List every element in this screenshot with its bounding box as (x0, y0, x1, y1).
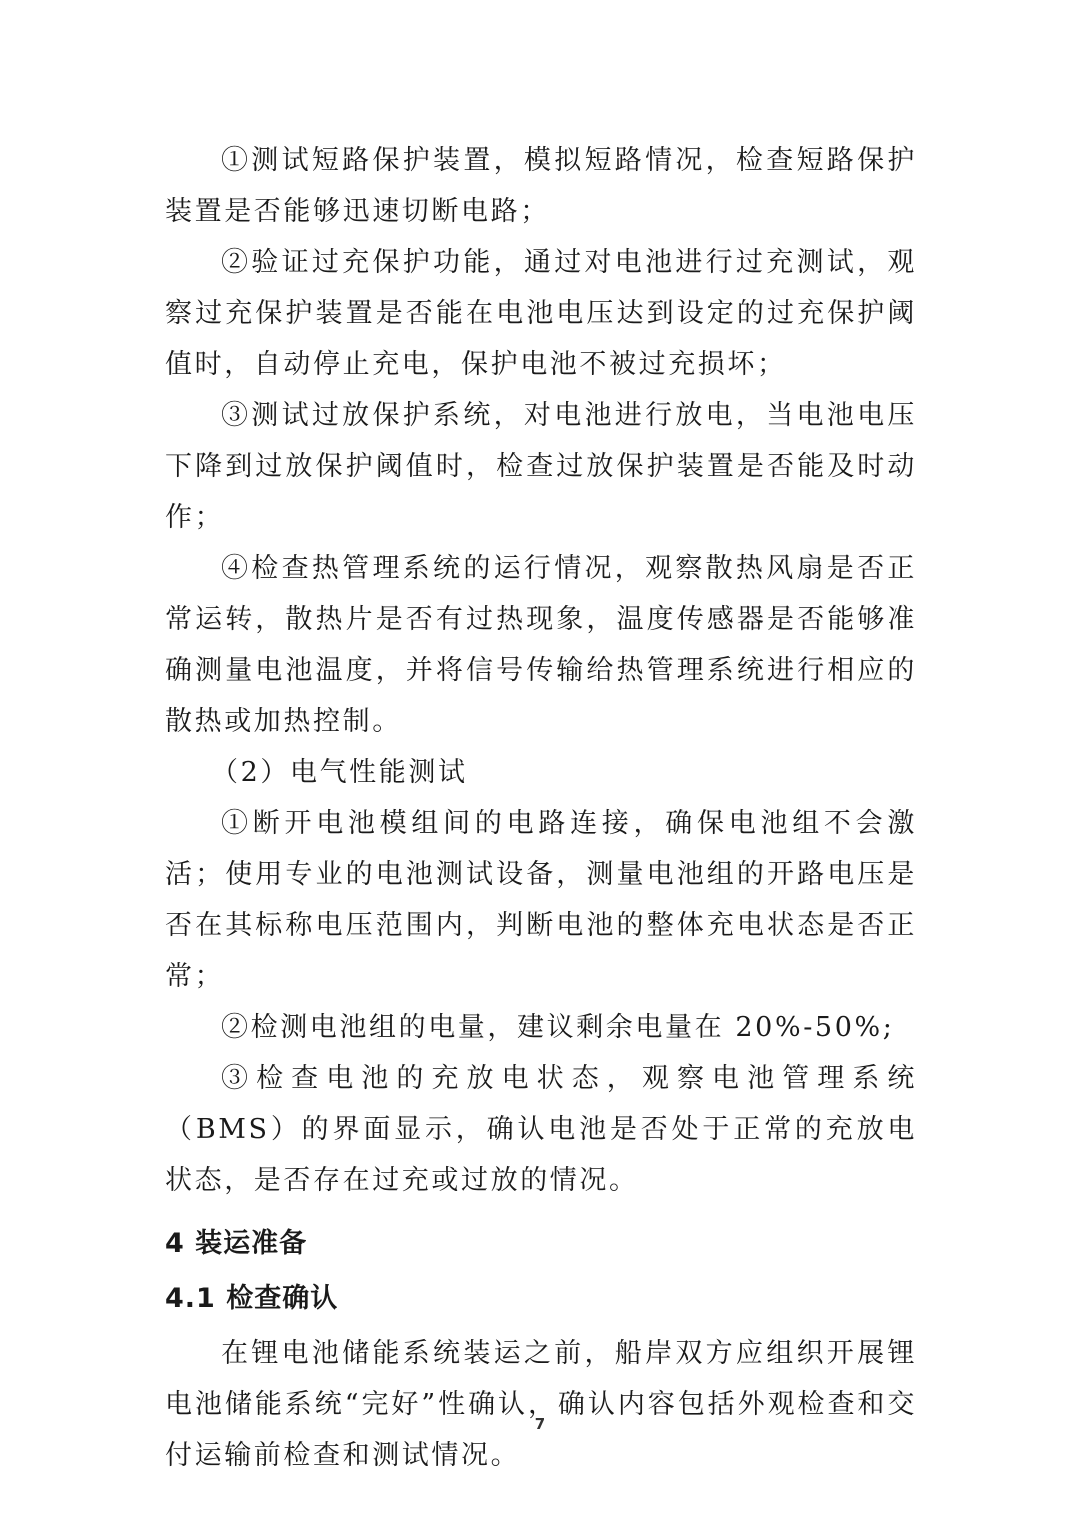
section-heading: 4 装运准备 (165, 1228, 308, 1259)
page-number: 7 (534, 1415, 546, 1433)
paragraph-state-of-charge: ②检测电池组的电量，建议剩余电量在 20%-50%; (221, 1012, 895, 1043)
paragraph-bms-status: ③检查电池的充放电状态，观察电池管理系统（BMS）的界面显示，确认电池是否处于正常的充放电状态，是否存在过充或过放的情况。 (165, 1063, 917, 1196)
paragraph-inspection-confirmation: 在锂电池储能系统装运之前，船岸双方应组织开展锂电池储能系统“完好”性确认，确认内容包括外观检查和交付运输前检查和测试情况。 (165, 1338, 917, 1471)
document-body (165, 135, 917, 1481)
paragraph-open-circuit-voltage: ①断开电池模组间的电路连接，确保电池组不会激活；使用专业的电池测试设备，测量电池组的开路电压是否在其标称电压范围内，判断电池的整体充电状态是否正常； (165, 808, 917, 992)
paragraph-short-circuit-test: ①测试短路保护装置，模拟短路情况，检查短路保护装置是否能够迅速切断电路； (165, 145, 917, 227)
subsection-title-electrical-test: （2）电气性能测试 (211, 757, 468, 788)
paragraph-overdischarge-test: ③测试过放保护系统，对电池进行放电，当电池电压下降到过放保护阈值时，检查过放保护装置是否能及时动作； (165, 400, 917, 533)
paragraph-overcharge-test: ②验证过充保护功能，通过对电池进行过充测试，观察过充保护装置是否能在电池电压达到设定的过充保护阈值时，自动停止充电，保护电池不被过充损坏； (165, 247, 917, 380)
subsection-heading: 4.1 检查确认 (165, 1283, 339, 1314)
paragraph-thermal-management: ④检查热管理系统的运行情况，观察散热风扇是否正常运转，散热片是否有过热现象，温度传感器是否能够准确测量电池温度，并将信号传输给热管理系统进行相应的散热或加热控制。 (165, 553, 917, 737)
